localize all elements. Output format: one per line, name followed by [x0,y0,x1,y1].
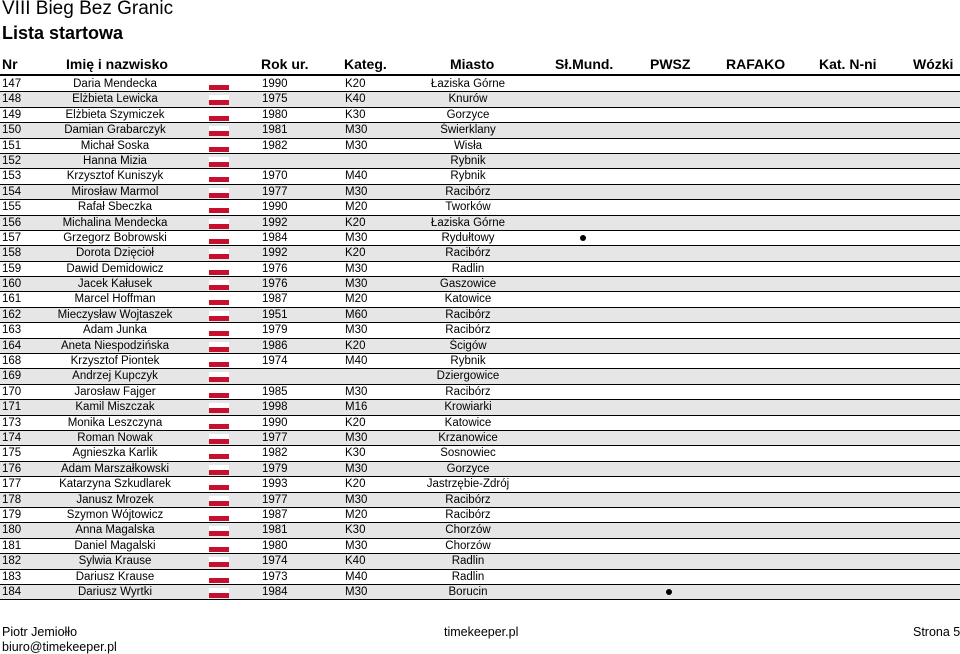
cell-city: Racibórz [445,324,491,337]
cell-year: 1974 [262,355,288,368]
cell-nr: 171 [2,401,22,414]
table-row [0,446,960,461]
cell-category: M20 [345,508,368,521]
cell-year: 1977 [262,493,288,506]
poland-flag-icon [209,496,229,506]
cell-year: 1977 [262,185,288,198]
table-row [0,493,960,508]
cell-category: K30 [345,524,366,537]
cell-nr: 174 [2,431,22,444]
cell-city: Sosnowiec [440,447,496,460]
cell-year: 1979 [262,462,288,475]
cell-year: 1981 [262,524,288,537]
cell-name: Adam Junka [83,324,147,337]
poland-flag-icon [209,234,229,244]
table-row [0,292,960,307]
cell-year: 1984 [262,585,288,598]
col-pwsz: PWSZ [650,56,691,72]
cell-category: M40 [345,570,368,583]
cell-city: Knurów [448,93,488,106]
cell-year: 1976 [262,278,288,291]
cell-name: Aneta Niespodzińska [60,339,170,352]
cell-city: Chorzów [445,539,491,552]
cell-category: M30 [345,231,368,244]
cell-nr: 181 [2,539,22,552]
cell-city: Racibórz [445,385,491,398]
cell-nr: 147 [2,78,22,90]
cell-nr: 148 [2,93,22,106]
cell-name: Sylwia Krause [78,555,152,568]
table-row [0,185,960,200]
table-row [0,523,960,538]
poland-flag-icon [209,95,229,105]
cell-name: Daniel Magalski [74,539,156,552]
cell-nr: 169 [2,370,22,383]
document-subtitle: Lista startowa [2,23,124,43]
cell-city: Racibórz [445,247,491,260]
cell-category: M30 [345,539,368,552]
cell-category: K40 [345,555,366,568]
cell-year: 1987 [262,293,288,306]
table-row [0,262,960,277]
cell-name: Adam Marszałkowski [61,462,169,475]
col-slmund: Sł.Mund. [555,56,614,72]
cell-city: Dziergowice [436,370,500,383]
cell-category: M30 [345,493,368,506]
table-row [0,139,960,154]
cell-year: 1990 [262,416,288,429]
cell-name: Dariusz Krause [75,570,155,583]
cell-name: Mirosław Marmol [71,185,159,198]
cell-year: 1975 [262,93,288,106]
cell-nr: 168 [2,355,22,368]
col-nr: Nr [2,56,18,72]
cell-name: Marcel Hoffman [74,293,156,306]
poland-flag-icon [209,342,229,352]
table-row [0,385,960,400]
poland-flag-icon [209,326,229,336]
cell-name: Katarzyna Szkudlarek [59,478,171,491]
table-row [0,154,960,169]
cell-category: M60 [345,308,368,321]
table-row [0,108,960,123]
col-category: Kateg. [344,56,387,72]
cell-category: M20 [345,201,368,214]
poland-flag-icon [209,372,229,382]
cell-nr: 170 [2,385,22,398]
cell-name: Damian Grabarczyk [64,124,166,137]
poland-flag-icon [209,111,229,121]
table-row [0,416,960,431]
table-row [0,92,960,107]
cell-year: 1977 [262,431,288,444]
cell-city: Katowice [444,293,492,306]
cell-name: Rafał Sbeczka [77,201,153,214]
cell-nr: 155 [2,201,22,214]
col-wozki: Wózki [913,56,954,72]
col-city: Miasto [450,56,495,72]
table-row [0,123,960,138]
cell-category: K20 [345,478,366,491]
cell-category: M40 [345,355,368,368]
cell-category: M40 [345,170,368,183]
cell-category: M30 [345,585,368,598]
entry-mark-dot-icon [666,589,672,595]
cell-year: 1993 [262,478,288,491]
cell-name: Daria Mendecka [73,78,157,90]
table-row [0,539,960,554]
poland-flag-icon [209,295,229,305]
cell-category: M30 [345,462,368,475]
cell-name: Michał Soska [80,139,150,152]
table-row [0,277,960,292]
poland-flag-icon [209,219,229,229]
cell-city: Radlin [451,555,485,568]
cell-category: K30 [345,108,366,121]
cell-name: Grzegorz Bobrowski [63,231,167,244]
poland-flag-icon [209,465,229,475]
cell-name: Mieczysław Wojtaszek [57,308,173,321]
poland-flag-icon [209,142,229,152]
cell-year: 1980 [262,539,288,552]
cell-category: K20 [345,339,366,352]
col-kat-nni: Kat. N-ni [819,56,877,72]
poland-flag-icon [209,511,229,521]
table-row [0,477,960,492]
cell-city: Gorzyce [446,462,490,475]
cell-category: M30 [345,431,368,444]
cell-name: Kamil Miszczak [75,401,155,414]
poland-flag-icon [209,557,229,567]
cell-category: K20 [345,78,366,90]
cell-category: M30 [345,385,368,398]
cell-city: Chorzów [445,524,491,537]
cell-city: Rybnik [450,154,486,167]
cell-city: Tworków [445,201,491,214]
col-year: Rok ur. [261,56,309,72]
table-row [0,231,960,246]
cell-nr: 150 [2,124,22,137]
cell-name: Anna Magalska [75,524,155,537]
poland-flag-icon [209,203,229,213]
poland-flag-icon [209,126,229,136]
poland-flag-icon [209,588,229,598]
cell-category: M20 [345,293,368,306]
cell-city: Racibórz [445,308,491,321]
table-row [0,169,960,184]
cell-nr: 175 [2,447,22,460]
cell-category: M16 [345,401,368,414]
start-list-table [0,77,960,600]
cell-city: Katowice [444,416,492,429]
cell-year: 1976 [262,262,288,275]
cell-year: 1984 [262,231,288,244]
poland-flag-icon [209,249,229,259]
poland-flag-icon [209,157,229,167]
table-header [0,54,960,74]
cell-nr: 184 [2,585,22,598]
cell-year: 1992 [262,216,288,229]
cell-name: Jacek Kałusek [77,278,153,291]
table-row [0,585,960,600]
cell-city: Łaziska Górne [430,78,506,90]
cell-city: Radlin [451,262,485,275]
cell-year: 1970 [262,170,288,183]
cell-name: Janusz Mrozek [76,493,154,506]
cell-category: M30 [345,124,368,137]
poland-flag-icon [209,80,229,90]
footer-author: Piotr Jemiołło [2,625,78,639]
cell-name: Dorota Dzięcioł [76,247,154,260]
cell-nr: 149 [2,108,22,121]
cell-name: Szymon Wójtowicz [66,508,164,521]
col-name: Imię i nazwisko [66,56,168,72]
table-row [0,508,960,523]
cell-city: Gaszowice [439,278,497,291]
cell-year: 1998 [262,401,288,414]
cell-year: 1980 [262,108,288,121]
cell-name: Elżbieta Szymiczek [65,108,165,121]
poland-flag-icon [209,526,229,536]
poland-flag-icon [209,419,229,429]
cell-city: Jastrzębie-Zdrój [426,478,510,491]
table-row [0,400,960,415]
poland-flag-icon [209,265,229,275]
cell-category: M30 [345,139,368,152]
table-row [0,570,960,585]
cell-nr: 173 [2,416,22,429]
poland-flag-icon [209,188,229,198]
cell-nr: 151 [2,139,22,152]
cell-city: Łaziska Górne [430,216,506,229]
cell-category: K20 [345,216,366,229]
cell-category: K40 [345,93,366,106]
cell-city: Krzanowice [438,431,498,444]
poland-flag-icon [209,280,229,290]
cell-city: Radlin [451,570,485,583]
cell-year: 1990 [262,78,288,90]
poland-flag-icon [209,449,229,459]
cell-city: Rybnik [450,355,486,368]
table-row [0,308,960,323]
poland-flag-icon [209,480,229,490]
cell-nr: 176 [2,462,22,475]
cell-nr: 156 [2,216,22,229]
poland-flag-icon [209,403,229,413]
cell-nr: 152 [2,154,22,167]
cell-nr: 158 [2,247,22,260]
table-row [0,339,960,354]
cell-name: Dariusz Wyrtki [77,585,152,598]
cell-nr: 164 [2,339,22,352]
table-row [0,200,960,215]
cell-name: Dawid Demidowicz [66,262,164,275]
cell-nr: 179 [2,508,22,521]
cell-city: Krowiarki [444,401,492,414]
cell-city: Wisła [453,139,483,152]
cell-nr: 180 [2,524,22,537]
cell-year: 1990 [262,201,288,214]
cell-city: Świerklany [440,124,496,137]
cell-city: Rydułtowy [441,231,495,244]
cell-category: K30 [345,447,366,460]
cell-nr: 157 [2,231,22,244]
cell-nr: 178 [2,493,22,506]
cell-nr: 183 [2,570,22,583]
cell-city: Racibórz [445,493,491,506]
cell-nr: 160 [2,278,22,291]
cell-nr: 161 [2,293,22,306]
cell-name: Monika Leszczyna [67,416,163,429]
cell-city: Racibórz [445,185,491,198]
cell-nr: 159 [2,262,22,275]
cell-name: Roman Nowak [77,431,153,444]
poland-flag-icon [209,388,229,398]
table-row [0,431,960,446]
cell-name: Michalina Mendecka [62,216,168,229]
cell-name: Jarosław Fajger [74,385,156,398]
cell-nr: 163 [2,324,22,337]
header-divider [0,74,960,76]
poland-flag-icon [209,357,229,367]
cell-name: Krzysztof Piontek [70,355,160,368]
cell-name: Agnieszka Karlik [72,447,158,460]
cell-city: Gorzyce [446,108,490,121]
cell-year: 1951 [262,308,288,321]
cell-city: Rybnik [450,170,486,183]
cell-name: Andrzej Kupczyk [72,370,158,383]
table-row [0,369,960,384]
table-row [0,246,960,261]
cell-name: Krzysztof Kuniszyk [66,170,164,183]
cell-category: M30 [345,324,368,337]
cell-year: 1992 [262,247,288,260]
footer-email: biuro@timekeeper.pl [2,640,117,654]
cell-year: 1981 [262,124,288,137]
cell-year: 1982 [262,447,288,460]
cell-year: 1974 [262,555,288,568]
col-rafako: RAFAKO [726,56,786,72]
table-row [0,554,960,569]
cell-nr: 177 [2,478,22,491]
cell-year: 1973 [262,570,288,583]
table-row [0,323,960,338]
cell-name: Hanna Mizia [83,154,147,167]
poland-flag-icon [209,434,229,444]
poland-flag-icon [209,542,229,552]
poland-flag-icon [209,573,229,583]
cell-name: Elżbieta Lewicka [72,93,158,106]
footer-page: Strona 5 [913,625,960,639]
cell-year: 1982 [262,139,288,152]
cell-nr: 182 [2,555,22,568]
poland-flag-icon [209,172,229,182]
cell-category: K20 [345,416,366,429]
cell-city: Racibórz [445,508,491,521]
table-row [0,216,960,231]
cell-category: M30 [345,278,368,291]
cell-nr: 154 [2,185,22,198]
cell-category: M30 [345,262,368,275]
footer-site: timekeeper.pl [444,625,519,639]
document-title: VIII Bieg Bez Granic [2,0,174,19]
cell-category: K20 [345,247,366,260]
poland-flag-icon [209,311,229,321]
table-row [0,354,960,369]
cell-year: 1979 [262,324,288,337]
cell-year: 1987 [262,508,288,521]
cell-year: 1985 [262,385,288,398]
table-row [0,77,960,92]
cell-nr: 153 [2,170,22,183]
cell-city: Borucin [448,585,488,598]
table-row [0,462,960,477]
cell-city: Ścigów [449,339,487,352]
cell-year: 1986 [262,339,288,352]
cell-category: M30 [345,185,368,198]
cell-nr: 162 [2,308,22,321]
entry-mark-dot-icon [580,235,586,241]
